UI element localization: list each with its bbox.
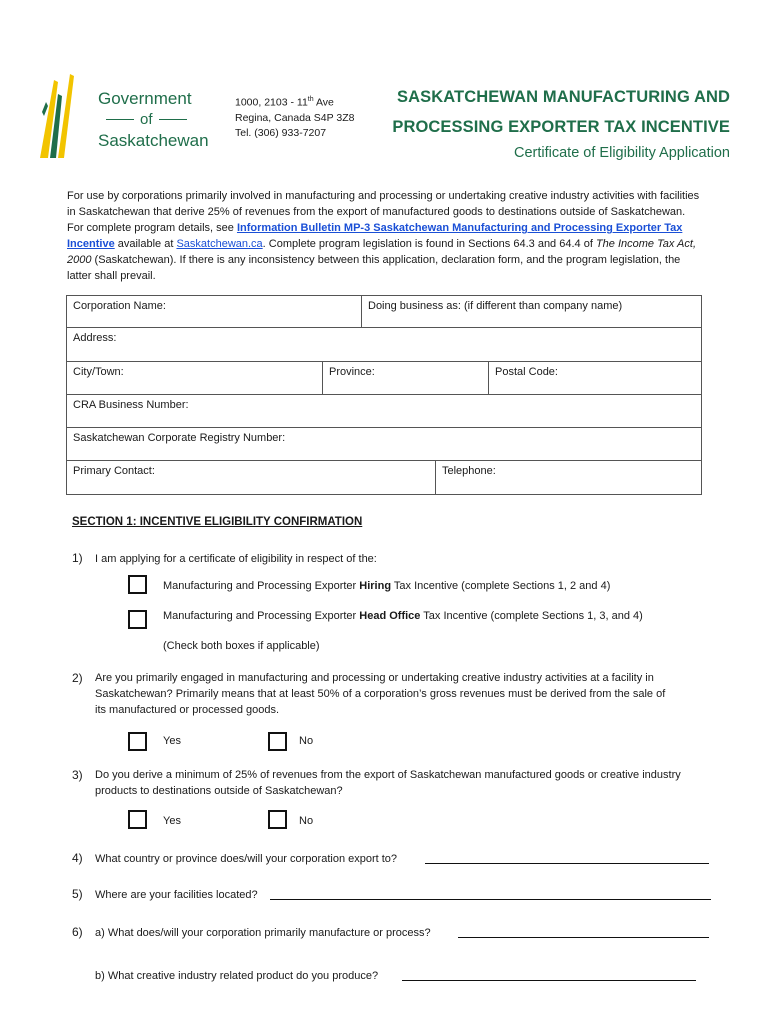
q3-number: 3)	[72, 768, 83, 782]
q6b-text: b) What creative industry related product do you produce?	[95, 970, 379, 982]
address-line1: 1000, 2103 - 11	[235, 96, 308, 109]
corporation-info-table	[66, 295, 702, 495]
q6b-answer-line[interactable]	[402, 970, 696, 981]
q3-yes-checkbox[interactable]	[128, 810, 147, 829]
gov-line1: Government	[98, 89, 192, 108]
address-line3: Tel. (306) 933-7207	[235, 126, 327, 139]
telephone-field[interactable]: Telephone:	[435, 461, 701, 494]
primary-contact-field[interactable]: Primary Contact:	[73, 465, 155, 477]
registry-number-field[interactable]: Saskatchewan Corporate Registry Number:	[73, 432, 286, 444]
form-subtitle: Certificate of Eligibility Application	[514, 145, 730, 161]
province-field[interactable]: Province:	[322, 362, 488, 394]
q4-answer-line[interactable]	[425, 853, 709, 864]
doing-business-as-field[interactable]: Doing business as: (if different than company name)	[361, 296, 701, 327]
form-title-line1: SASKATCHEWAN MANUFACTURING AND	[397, 88, 730, 106]
intro-text1: For use by corporations primarily involved in manufacturing and processing or undertaking creative industry activities with facilities in Saskatchewan that derive 25% of revenues from the export of manufactured goods to destinations outside of Saskatchewan. For complete program details, see	[67, 190, 700, 234]
hiring-incentive-checkbox[interactable]	[128, 575, 147, 594]
act-name: The Income Tax Act, 2000	[67, 238, 697, 266]
q6a-text: a) What does/will your corporation primarily manufacture or process?	[95, 927, 431, 939]
address-sup: th	[307, 96, 314, 103]
section1-title: SECTION 1: INCENTIVE ELIGIBILITY CONFIRMATION	[72, 516, 363, 528]
q2-text: Are you primarily engaged in manufacturing and processing or undertaking creative industry activities at a facility in Saskatchewan? Primarily means that at least 50% of a corporation’s gross revenues must be derived from the sale of its manufactured or processed goods.	[95, 672, 666, 716]
address-block	[235, 92, 354, 141]
gov-line3: Saskatchewan	[98, 131, 209, 150]
head-office-incentive-label: Manufacturing and Processing Exporter Head Office Tax Incentive (complete Sections 1, 3, and 4)	[163, 610, 643, 622]
q3-yes-label: Yes	[163, 815, 181, 827]
gov-line2: of	[140, 111, 153, 128]
intro-paragraph	[67, 188, 703, 284]
q1-note: (Check both boxes if applicable)	[163, 640, 320, 652]
q6-number: 6)	[72, 925, 83, 939]
gov-of-row	[98, 109, 209, 130]
head-office-incentive-checkbox[interactable]	[128, 610, 147, 629]
address-line2: Regina, Canada S4P 3Z8	[235, 111, 355, 124]
hiring-incentive-label: Manufacturing and Processing Exporter Hiring Tax Incentive (complete Sections 1, 2 and 4)	[163, 580, 611, 592]
q5-text: Where are your facilities located?	[95, 889, 258, 901]
address-line1-post: Ave	[313, 96, 334, 109]
q4-number: 4)	[72, 851, 83, 865]
cra-number-field[interactable]: CRA Business Number:	[73, 399, 189, 411]
q3-text: Do you derive a minimum of 25% of revenues from the export of Saskatchewan manufactured goods or creative industry products to destinations outside of Saskatchewan?	[95, 769, 681, 797]
address-field[interactable]: Address:	[73, 332, 117, 344]
intro-text4: (Saskatchewan). If there is any inconsistency between this application, declaration form, and the program legislation, the latter shall prevail.	[67, 254, 681, 282]
postal-code-field[interactable]: Postal Code:	[488, 362, 701, 394]
government-wordmark	[98, 88, 209, 151]
q6a-answer-line[interactable]	[458, 927, 709, 938]
q2-number: 2)	[72, 671, 83, 685]
q3-no-label: No	[299, 815, 314, 827]
intro-text2: available at	[114, 238, 177, 250]
city-field[interactable]: City/Town:	[73, 366, 124, 378]
q2-yes-label: Yes	[163, 735, 181, 747]
intro-text3: . Complete program legislation is found in Sections 64.3 and 64.4 of	[262, 238, 596, 250]
corporation-name-field[interactable]: Corporation Name:	[73, 300, 166, 312]
q4-text: What country or province does/will your corporation export to?	[95, 853, 398, 865]
q1-number: 1)	[72, 551, 83, 565]
q1-text: I am applying for a certificate of eligibility in respect of the:	[95, 553, 377, 565]
bulletin-link[interactable]: Information Bulletin MP-3 Saskatchewan Manufacturing and Processing Exporter Tax Incentive	[67, 222, 683, 250]
q5-answer-line[interactable]	[270, 889, 711, 900]
q2-no-checkbox[interactable]	[268, 732, 287, 751]
q3-no-checkbox[interactable]	[268, 810, 287, 829]
saskatchewan-ca-link[interactable]: Saskatchewan.ca	[176, 238, 263, 250]
form-title-line2: PROCESSING EXPORTER TAX INCENTIVE	[392, 118, 730, 136]
q2-yes-checkbox[interactable]	[128, 732, 147, 751]
q5-number: 5)	[72, 887, 83, 901]
saskatchewan-logo	[36, 72, 86, 158]
q2-no-label: No	[299, 735, 314, 747]
